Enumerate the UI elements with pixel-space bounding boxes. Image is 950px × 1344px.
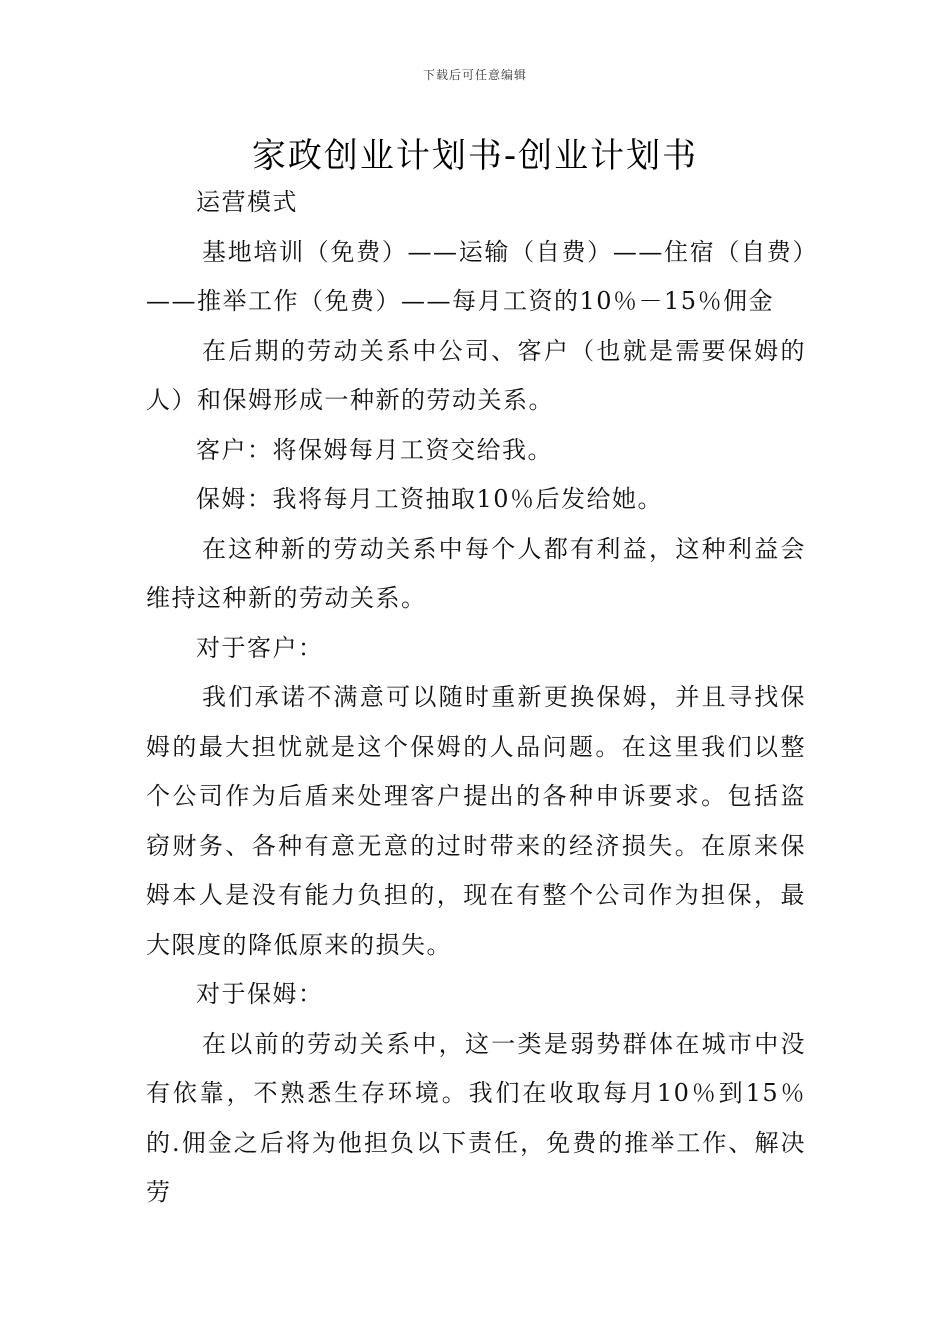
paragraph-nanny: 保姆：我将每月工资抽取10％后发给她。 [196, 485, 664, 513]
paragraph-benefit: 在这种新的劳动关系中每个人都有利益，这种利益会维持这种新的劳动关系。 [146, 534, 806, 612]
paragraph-client: 客户：将保姆每月工资交给我。 [196, 435, 553, 464]
paragraph-client-promise: 我们承诺不满意可以随时重新更换保姆，并且寻找保姆的最大担忧就是这个保姆的人品问题。在这里我们以整个公司作为后盾来处理客户提出的各种申诉要求。包括盗窃财务、各种有意无意的过时带来的经济损失。在原来保姆本人是没有能力负担的，现在有整个公司作为担保，最大限度的降低原来的损失。 [146, 683, 806, 959]
section-heading-operation-mode: 运营模式 [196, 188, 298, 216]
paragraph-labor-relation: 在后期的劳动关系中公司、客户（也就是需要保姆的人）和保姆形成一种新的劳动关系。 [146, 336, 806, 414]
document-body [146, 178, 806, 1218]
page-header-note: 下载后可任意编辑 [422, 68, 527, 82]
document-title: 家政创业计划书-创业计划书 [251, 136, 699, 176]
section-heading-for-nannies: 对于保姆： [196, 980, 324, 1008]
paragraph-nanny-responsibility: 在以前的劳动关系中，这一类是弱势群体在城市中没有依靠，不熟悉生存环境。我们在收取每月10％到15％的.佣金之后将为他担负以下责任，免费的推举工作、解决劳 [146, 1029, 806, 1206]
section-heading-for-clients: 对于客户： [196, 633, 324, 662]
paragraph-process: 基地培训（免费）——运输（自费）——住宿（自费）——推举工作（免费）——每月工资的10％－15％佣金 [146, 237, 806, 315]
